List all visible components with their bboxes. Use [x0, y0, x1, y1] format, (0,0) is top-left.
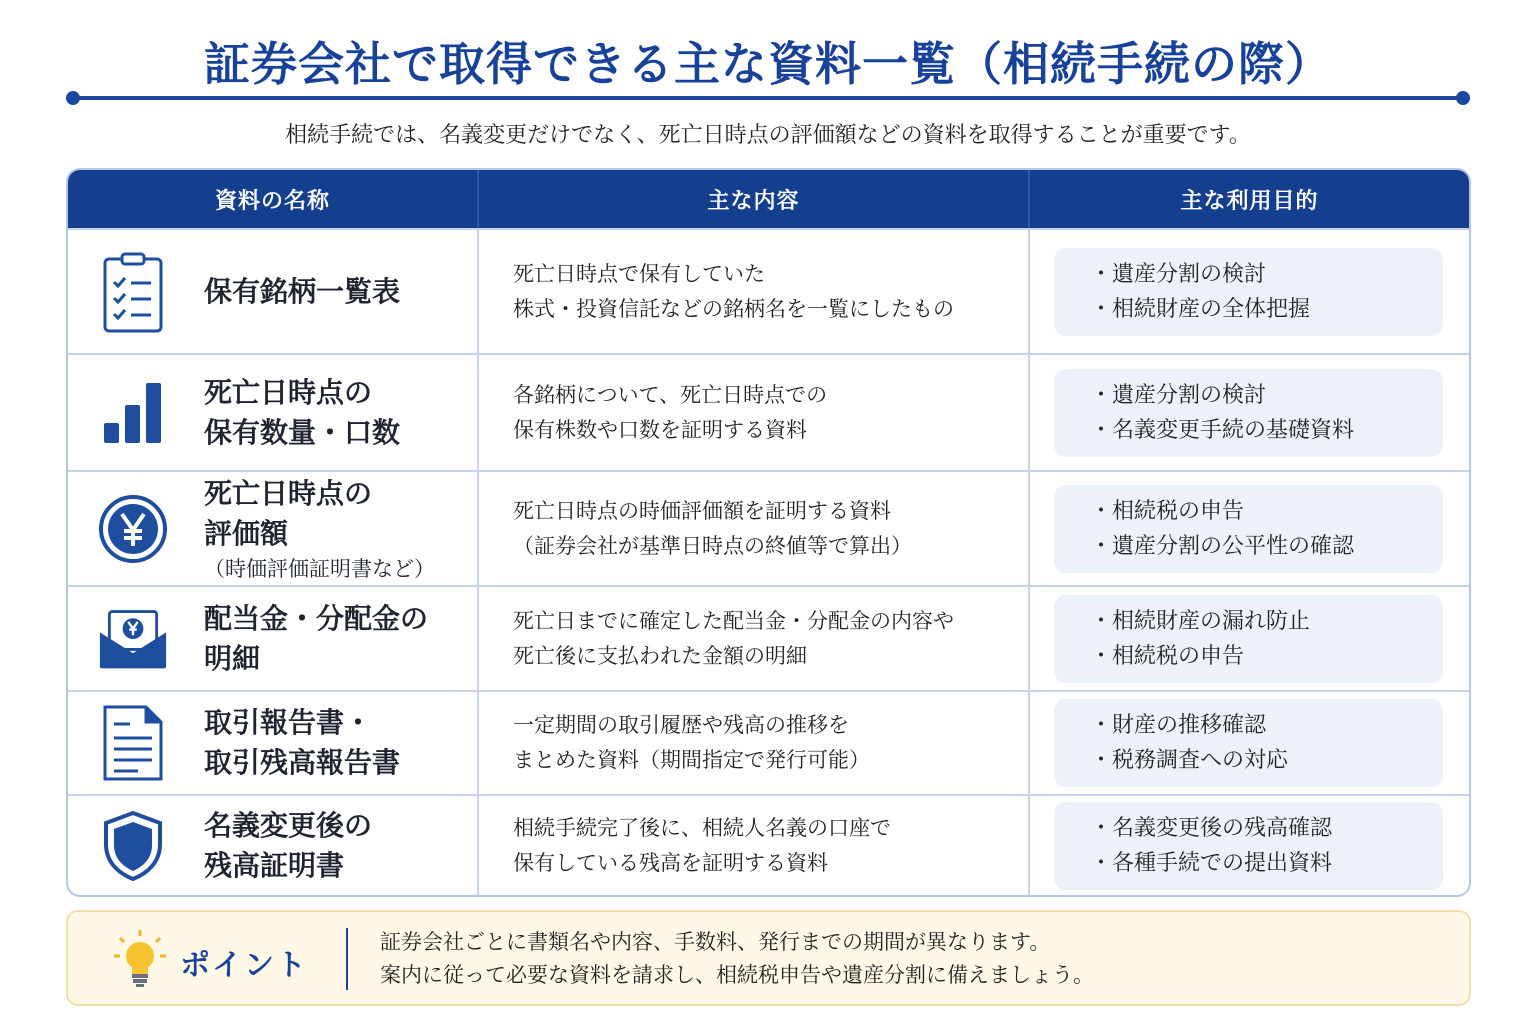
document-name	[204, 599, 428, 679]
table-row	[68, 353, 1469, 470]
name-cell	[68, 796, 479, 895]
content-line: 各銘柄について、死亡日時点での	[513, 382, 828, 407]
document-name-line: 取引報告書・	[204, 706, 373, 739]
document-name-line: 配当金・分配金の	[204, 601, 429, 635]
point-line: 証券会社ごとに書類名や内容、手数料、発行までの期間が異なります。	[380, 930, 1051, 954]
content-line: （証券会社が基準日時点の終値等で算出）	[513, 533, 912, 558]
document-name-line: 保有数量・口数	[204, 415, 401, 449]
content-line: 株式・投資信託などの銘柄名を一覧にしたもの	[513, 296, 954, 321]
table-row	[68, 470, 1469, 585]
document-name-line: 評価額	[204, 516, 289, 550]
content-cell	[479, 355, 1030, 470]
purpose-item: ・財産の推移確認	[1090, 713, 1267, 738]
purpose-cell	[1030, 587, 1469, 690]
purpose-cell	[1030, 692, 1469, 794]
content-line: 相続手続完了後に、相続人名義の口座で	[513, 815, 891, 840]
underline-dot-right	[1456, 91, 1470, 105]
purpose-item: ・相続財産の漏れ防止	[1090, 608, 1311, 634]
bar-chart-icon	[98, 370, 168, 456]
document-name-line: 取引残高報告書	[204, 746, 401, 779]
header-purpose: 主な利用目的	[1180, 188, 1319, 214]
document-name-line: 死亡日時点の	[204, 476, 373, 510]
content-line: まとめた資料（期間指定で発行可能）	[513, 748, 870, 772]
document-name	[204, 806, 372, 886]
document-name	[204, 703, 400, 783]
table-header	[68, 170, 1469, 228]
name-cell	[68, 355, 479, 470]
point-divider	[346, 928, 348, 990]
point-box	[66, 910, 1471, 1006]
title-underline	[72, 96, 1464, 100]
document-name	[204, 474, 435, 584]
document-name	[204, 272, 400, 312]
underline-dot-left	[66, 91, 80, 105]
content-line: 一定期間の取引履歴や残高の推移を	[513, 713, 849, 737]
content-cell	[479, 796, 1030, 895]
shield-icon	[98, 803, 168, 889]
purpose-cell	[1030, 355, 1469, 470]
document-name	[204, 373, 400, 453]
point-text	[380, 926, 1094, 992]
document-name-line: 名義変更後の	[204, 808, 373, 842]
page-title: 証券会社で取得できる主な資料一覧（相続手続の際）	[204, 37, 1332, 91]
checklist-clipboard-icon	[98, 249, 168, 335]
content-line: 死亡日時点で保有していた	[513, 261, 765, 286]
header-content: 主な内容	[479, 170, 1030, 228]
name-cell	[68, 230, 479, 353]
table-row	[68, 690, 1469, 794]
purpose-item: ・遺産分割の公平性の確認	[1090, 533, 1355, 559]
table-row	[68, 585, 1469, 690]
purpose-item: ・各種手続での提出資料	[1090, 850, 1333, 876]
table-row	[68, 228, 1469, 353]
content-line: 保有している残高を証明する資料	[513, 850, 828, 875]
purpose-box	[1054, 595, 1443, 683]
content-cell	[479, 692, 1030, 794]
content-cell	[479, 230, 1030, 353]
header-name: 資料の名称	[68, 170, 479, 228]
purpose-item: ・相続財産の全体把握	[1090, 296, 1311, 322]
content-cell	[479, 587, 1030, 690]
table-row	[68, 794, 1469, 895]
purpose-item: ・相続税の申告	[1090, 498, 1245, 524]
purpose-box	[1054, 802, 1443, 890]
document-name-line: 保有銘柄一覧表	[204, 274, 401, 308]
purpose-item: ・遺産分割の検討	[1090, 261, 1267, 287]
purpose-box	[1054, 485, 1443, 573]
content-line: 死亡日までに確定した配当金・分配金の内容や	[513, 608, 954, 633]
point-label: ポイント	[180, 948, 308, 983]
purpose-box	[1054, 369, 1443, 457]
envelope-yen-icon	[98, 596, 168, 682]
document-name-note: （時価評価証明書など）	[204, 556, 435, 581]
point-line: 案内に従って必要な資料を請求し、相続税申告や遺産分割に備えましょう。	[380, 963, 1094, 987]
purpose-item: ・相続税の申告	[1090, 643, 1245, 669]
content-line: 死亡後に支払われた金額の明細	[513, 643, 807, 668]
name-cell	[68, 692, 479, 794]
lightbulb-icon	[112, 928, 168, 988]
purpose-cell	[1030, 472, 1469, 585]
document-name-line: 残高証明書	[204, 848, 345, 882]
content-line: 保有株数や口数を証明する資料	[513, 417, 807, 442]
subtitle: 相続手続では、名義変更だけでなく、死亡日時点の評価額などの資料を取得することが重要です。	[285, 123, 1251, 148]
document-name-line: 明細	[204, 641, 261, 675]
yen-coin-icon	[98, 486, 168, 572]
purpose-cell	[1030, 230, 1469, 353]
purpose-item: ・税務調査への対応	[1090, 748, 1289, 773]
document-name-line: 死亡日時点の	[204, 375, 373, 409]
purpose-cell	[1030, 796, 1469, 895]
name-cell	[68, 472, 479, 585]
content-line: 死亡日時点の時価評価額を証明する資料	[513, 498, 891, 523]
purpose-item: ・名義変更手続の基礎資料	[1090, 417, 1355, 443]
purpose-box	[1054, 248, 1443, 336]
purpose-box	[1054, 699, 1443, 787]
name-cell	[68, 587, 479, 690]
content-cell	[479, 472, 1030, 585]
documents-table	[66, 168, 1471, 897]
purpose-item: ・名義変更後の残高確認	[1090, 815, 1333, 841]
document-icon	[98, 700, 168, 786]
purpose-item: ・遺産分割の検討	[1090, 382, 1267, 408]
